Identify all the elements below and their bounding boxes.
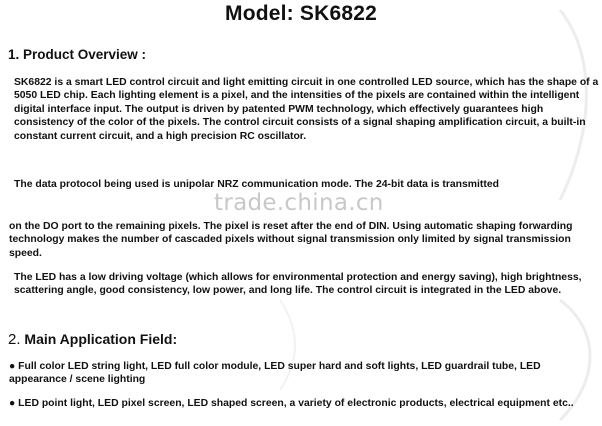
application-bullet-1: ● Full color LED string light, LED full color module, LED super hard and soft lights, LED guardrail tube, LED appearance / scene lighting xyxy=(9,361,541,386)
section-heading-label: Main Application Field: xyxy=(24,331,178,347)
section-heading-product-overview: 1. Product Overview : xyxy=(8,47,147,62)
product-overview-paragraph-2-rest: on the DO port to the remaining pixels. The pixel is reset after the end of DIN. Using automatic shaping forwarding technology makes the number of cascaded pixels without signal transmission only limited by signal transmission speed. xyxy=(9,221,573,259)
product-overview-paragraph-3: The LED has a low driving voltage (which allows for environmental protection and energy saving), high brightness, scattering angle, good consistency, low power, and long life. The control circuit is integrated in the LED above. xyxy=(14,272,582,297)
application-bullet-2: ● LED point light, LED pixel screen, LED shaped screen, a variety of electronic products, electrical equipment etc.. xyxy=(9,398,574,409)
section-number: 2. xyxy=(8,331,21,348)
section-heading-application-field xyxy=(8,331,177,348)
product-overview-paragraph-2-line-1: The data protocol being used is unipolar NRZ communication mode. The 24-bit data is transmitted xyxy=(14,179,499,190)
watermark-text: trade.china.cn xyxy=(214,190,384,216)
product-overview-paragraph-1: SK6822 is a smart LED control circuit and light emitting circuit in one controlled LED source, which has the shape of a 5050 LED chip. Each lighting element is a pixel, and the intensities of the pixels are contained within the intelligent digital interface input. The output is driven by patented PWM technology, which effectively guarantees high consistency of the color of the pixels. The control circuit consists of a signal shaping amplification circuit, a built-in constant current circuit, and a high precision RC oscillator. xyxy=(14,77,599,142)
document-title: Model: SK6822 xyxy=(225,2,377,25)
